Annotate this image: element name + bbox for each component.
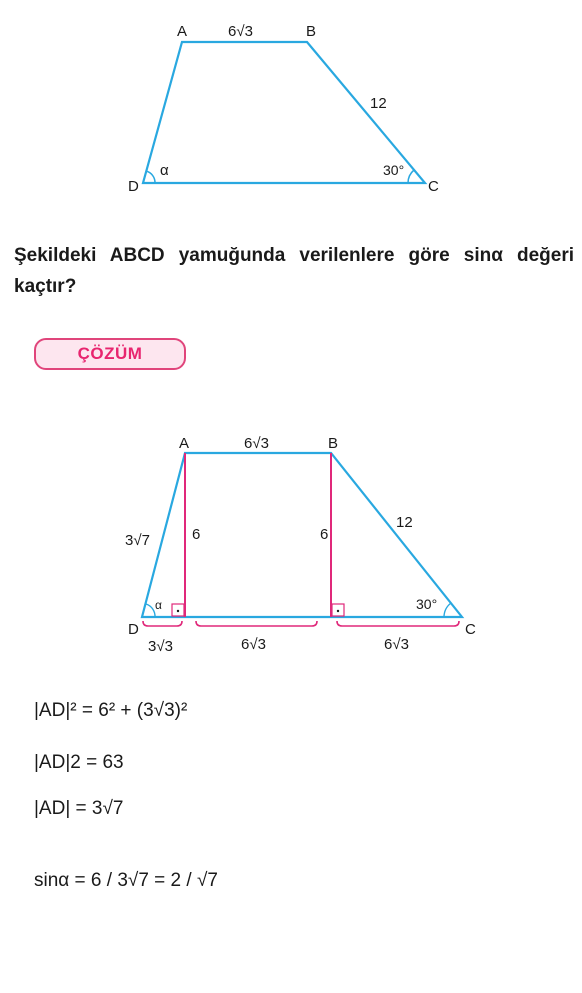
- brace-middle: [196, 621, 317, 626]
- vertex-b-label: B: [306, 23, 317, 40]
- figure-trapezoid-solution: [0, 400, 582, 680]
- equation-line-2: |AD|2 = 63: [34, 752, 124, 773]
- trapezoid-abcd-solution: [142, 453, 462, 617]
- segment-middle-label: 6√3: [241, 636, 266, 653]
- top-side-label: 6√3: [228, 23, 253, 40]
- height-left-label: 6: [192, 526, 201, 543]
- side-bc-label-solution: 12: [396, 514, 413, 531]
- angle-arc-d: [146, 171, 155, 183]
- vertex-d-label-solution: D: [128, 621, 139, 638]
- vertex-c-label: C: [428, 178, 439, 195]
- figure-trapezoid-question: [0, 0, 582, 210]
- angle-arc-c-solution: [444, 603, 451, 617]
- equation-line-4: sinα = 6 / 3√7 = 2 / √7: [34, 870, 218, 891]
- segment-right-label: 6√3: [384, 636, 409, 653]
- question-text: Şekildeki ABCD yamuğunda verilenlere göre sinα değeri kaçtır?: [14, 245, 574, 297]
- brace-right: [337, 621, 459, 626]
- vertex-b-label-solution: B: [328, 435, 339, 452]
- vertex-a-label: A: [177, 23, 188, 40]
- brace-left: [143, 621, 182, 626]
- equation-line-3: |AD| = 3√7: [34, 798, 124, 819]
- solution-badge-label: ÇÖZÜM: [77, 344, 143, 363]
- angle-alpha-label-solution: α: [155, 598, 162, 612]
- segment-left-label: 3√3: [148, 638, 173, 655]
- solution-badge: [34, 338, 186, 370]
- angle-alpha-label: α: [160, 162, 169, 179]
- right-angle-dot-right: [337, 610, 339, 612]
- vertex-d-label: D: [128, 178, 139, 195]
- vertex-c-label-solution: C: [465, 621, 476, 638]
- vertex-a-label-solution: A: [179, 435, 190, 452]
- angle-arc-c: [408, 170, 414, 183]
- angle-c-label-solution: 30°: [416, 596, 438, 612]
- side-bc-label: 12: [370, 95, 387, 112]
- equation-line-1: |AD|² = 6² + (3√3)²: [34, 700, 188, 721]
- top-side-label-solution: 6√3: [244, 435, 269, 452]
- angle-arc-d-solution: [146, 604, 155, 617]
- angle-c-label: 30°: [383, 162, 405, 178]
- height-right-label: 6: [320, 526, 329, 543]
- side-ad-label: 3√7: [125, 532, 150, 549]
- right-angle-dot-left: [177, 610, 179, 612]
